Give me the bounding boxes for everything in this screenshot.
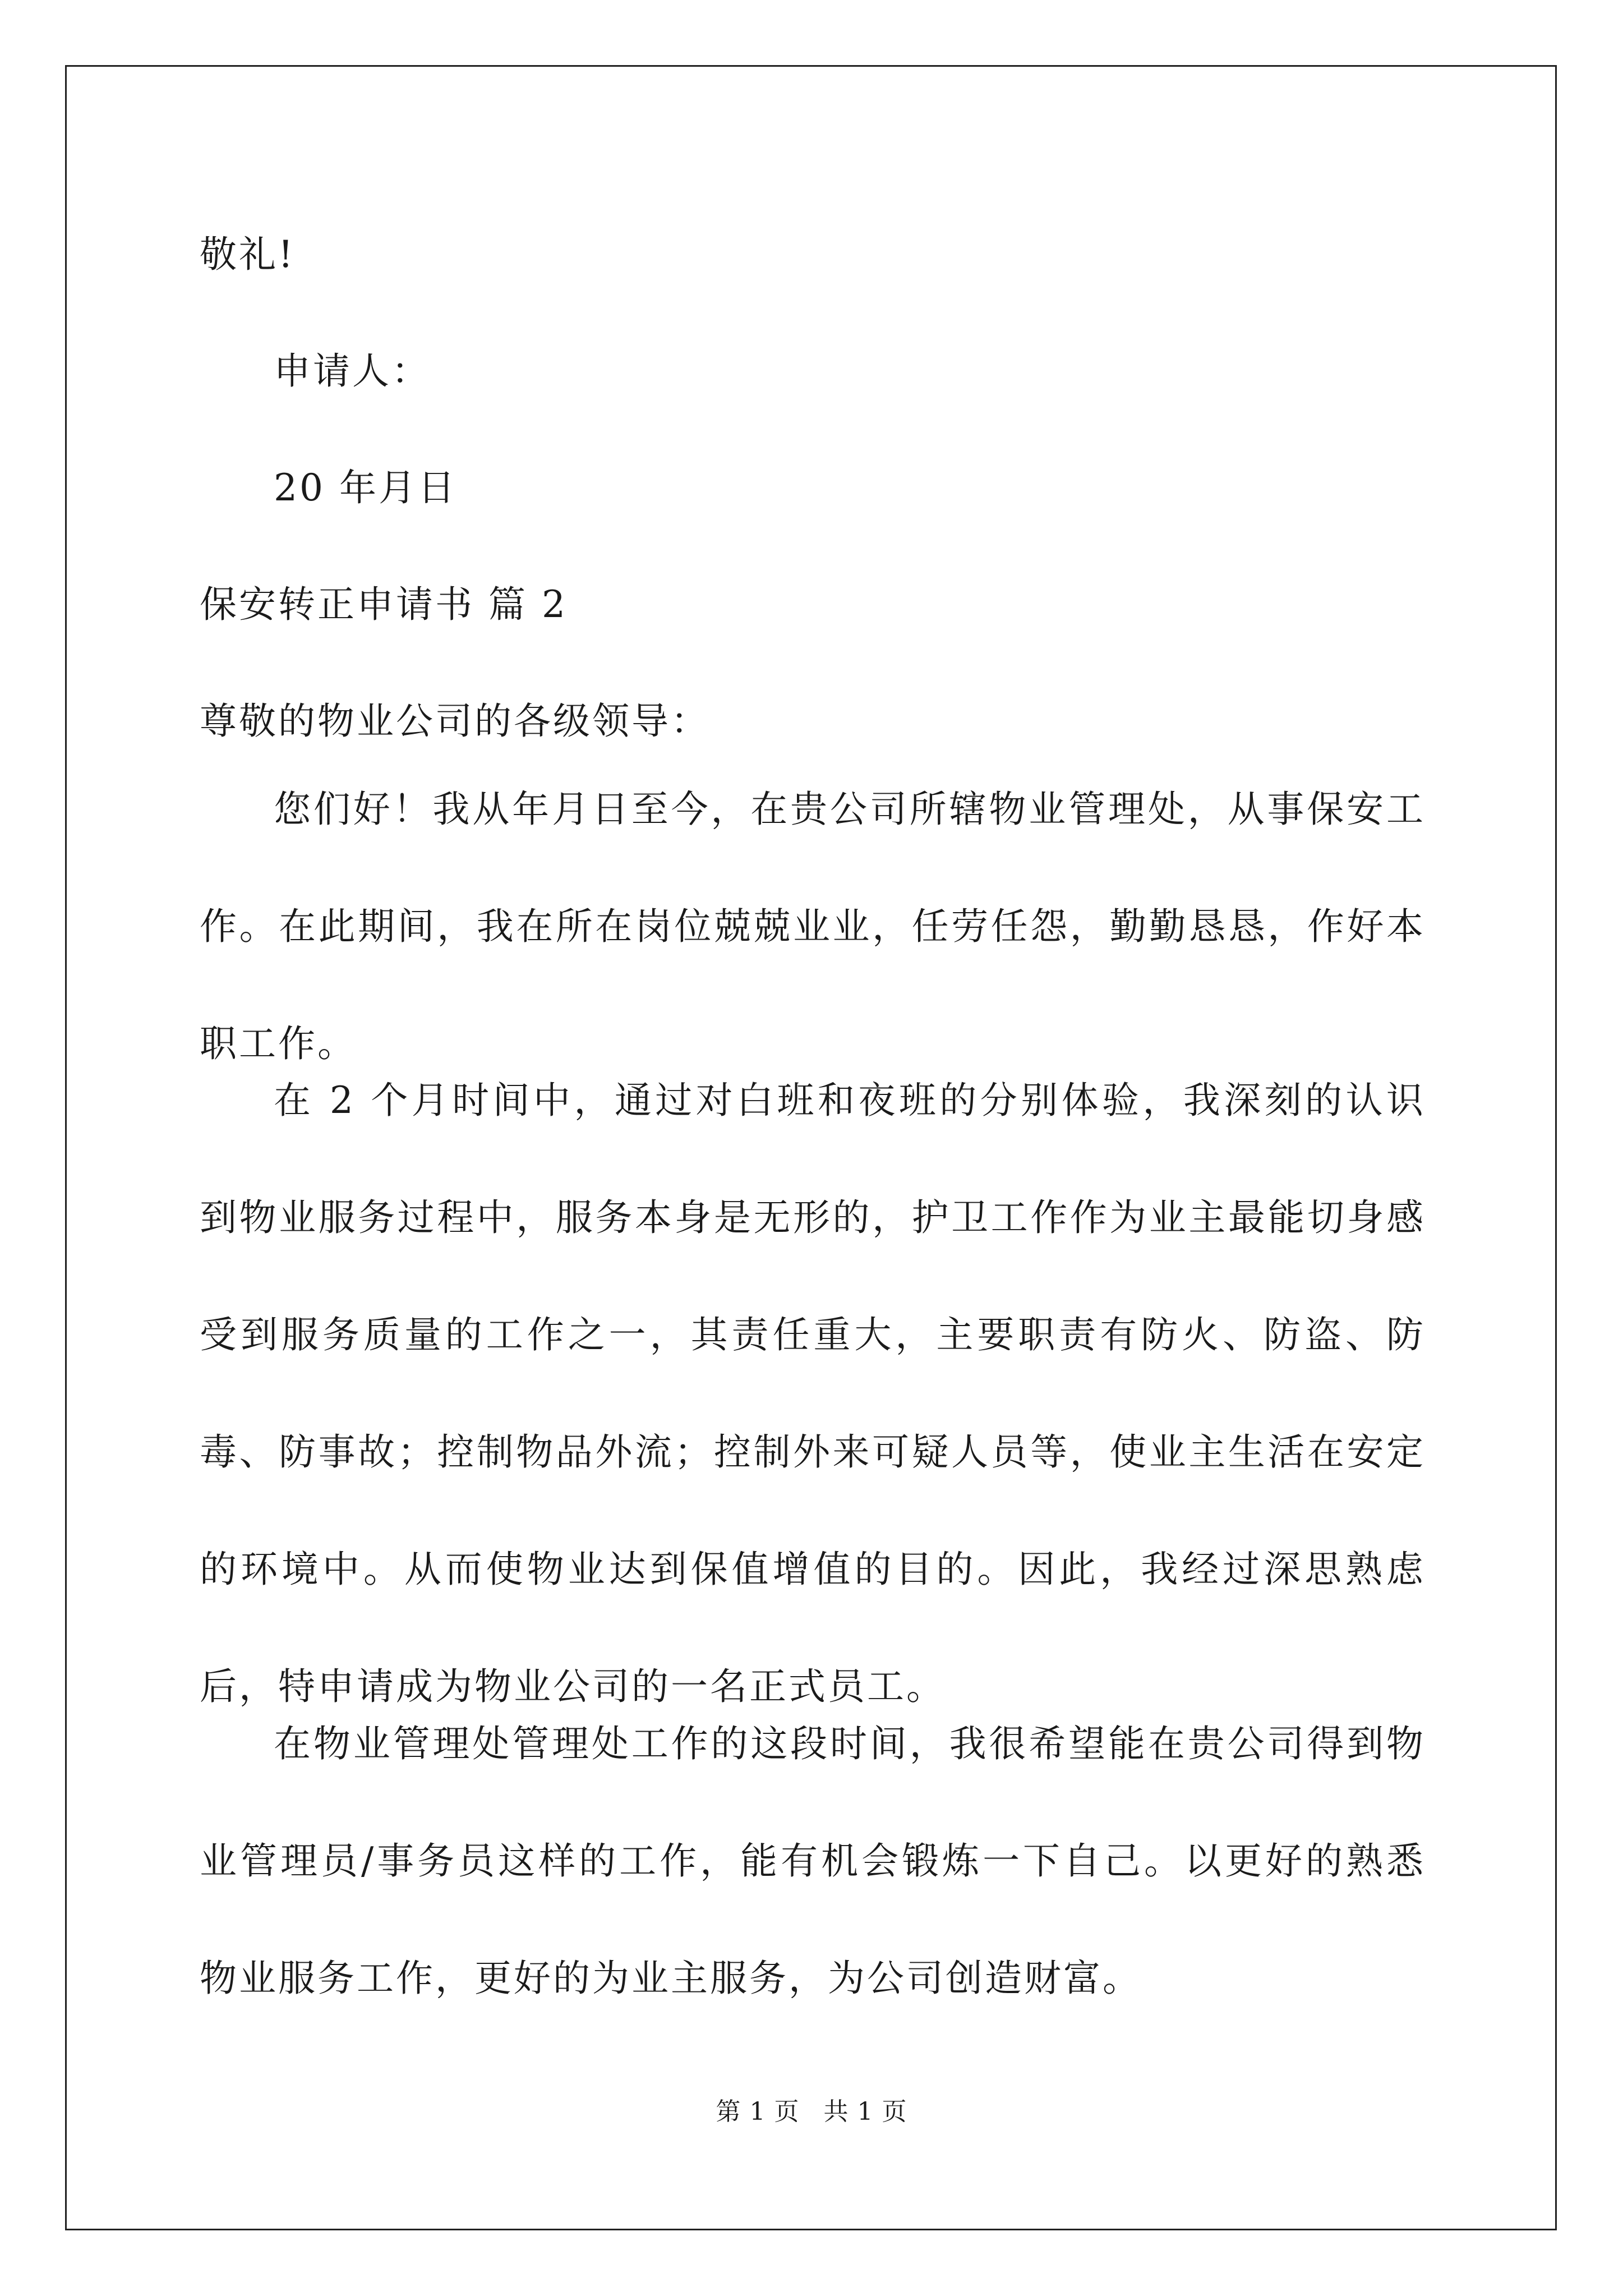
page-footer bbox=[0, 2091, 1623, 2127]
closing-line: 敬礼! bbox=[200, 233, 296, 276]
date-line: 20 年月日 bbox=[274, 466, 457, 509]
salutation: 尊敬的物业公司的各级领导： bbox=[200, 700, 710, 743]
section-title: 保安转正申请书 篇 2 bbox=[200, 583, 568, 626]
applicant-label: 申请人： bbox=[274, 349, 431, 393]
paragraph-1: 您们好！我从年月日至今，在贵公司所辖物业管理处，从事保安工作。在此期间，我在所在岗位兢兢业业，任劳任怨，勤勤恳恳，作好本职工作。 bbox=[200, 788, 1426, 1065]
paragraph-3: 在物业管理处管理处工作的这段时间，我很希望能在贵公司得到物业管理员/事务员这样的工作，能有机会锻炼一下自己。以更好的熟悉物业服务工作，更好的为业主服务，为公司创造财富。 bbox=[200, 1722, 1426, 2000]
paragraph-2: 在 2 个月时间中，通过对白班和夜班的分别体验，我深刻的认识到物业服务过程中，服务本身是无形的，护卫工作作为业主最能切身感受到服务质量的工作之一，其责任重大，主要职责有防火、防盗、防毒、防事故；控制物品外流；控制外来可疑人员等，使业主生活在安定的环境中。从而使物业达到保值增值的目的。因此，我经过深思熟虑后，特申请成为物业公司的一名正式员工。 bbox=[200, 1079, 1426, 1708]
page-number: 第 1 页 bbox=[716, 2097, 800, 2126]
page-total: 共 1 页 bbox=[823, 2097, 907, 2126]
